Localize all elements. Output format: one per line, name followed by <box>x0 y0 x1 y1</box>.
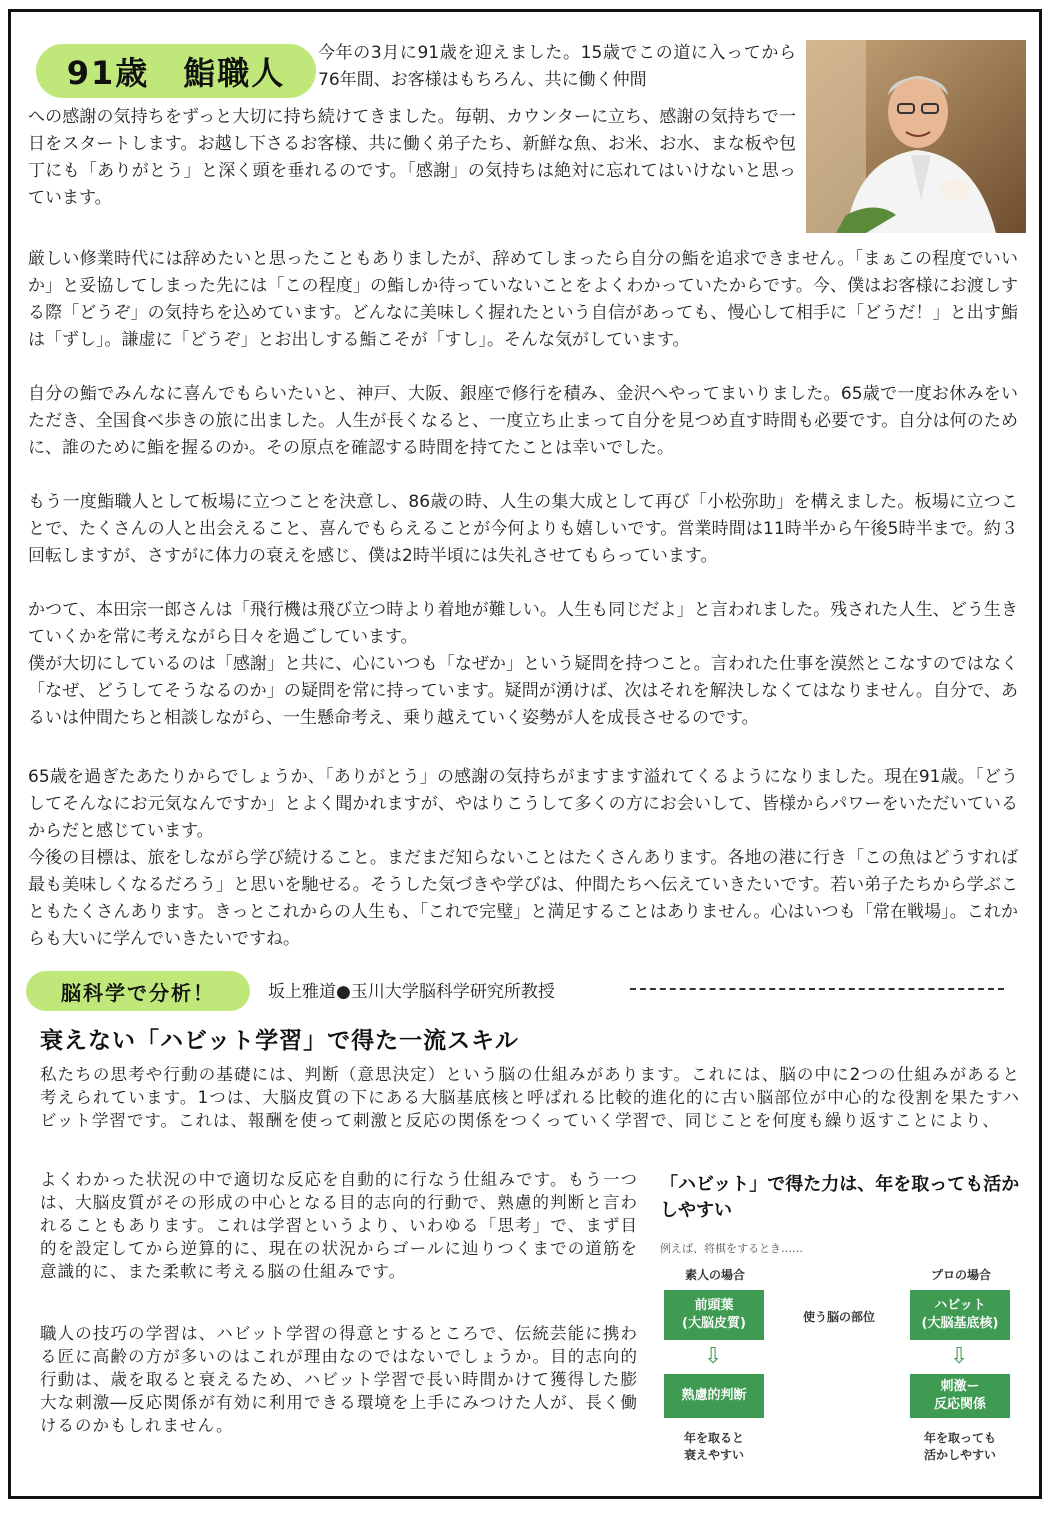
analysis-badge: 脳科学で分析！ <box>26 971 250 1011</box>
amateur-box-frontal-line2: (大脳皮質) <box>682 1316 746 1331</box>
body-paragraph: 厳しい修業時代には辞めたいと思ったこともありましたが、辞めてしまったら自分の鮨を追求できません。「まぁこの程度でいいか」と妥協してしまった先には「この程度」の鮨しか待っていないことをよくわかっていたからです。今、僕はお客様にお渡しする際「どうぞ」の気持ちを込めています。どんなに美味しく握れたという自信があっても、慢心して相手に「どうだ！」と出す鮨は「ずし」。謙虚に「どうぞ」とお出しする鮨こそが「すし」。そんな気がしています。 <box>28 249 1018 350</box>
analysis-paragraph-1: 私たちの思考や行動の基礎には、判断（意思決定）という脳の仕組みがあります。これには、脳の中に2つの仕組みがあると考えられています。1つは、大脳皮質の下にある大脳基底核と呼ばれる比較的進化的に古い脳部位が中心的な役割を果たすハビット学習です。これは、報酬を使って刺激と反応の関係をつくっていく学習で、同じことを何度も繰り返すことにより、 <box>40 1065 1020 1130</box>
pro-box-habit <box>910 1290 1010 1340</box>
chef-photo <box>806 40 1026 233</box>
analysis-paragraph-2: よくわかった状況の中で適切な反応を自動的に行なう仕組みです。もう一つは、大脳皮質がその形成の中心となる目的志向的行動で、熟慮的判断と言われることもあります。これは学習というより、いわゆる「思考」で、まず目的を設定してから逆算的に、現在の状況からゴールに辿りつくまでの道筋を意識的に、また柔軟に考える脳の仕組みです。 <box>40 1170 638 1281</box>
amateur-caption-line2: 衰えやすい <box>683 1448 744 1462</box>
pro-box-stimulus-line2: 反応関係 <box>933 1397 986 1412</box>
pro-caption <box>905 1430 1015 1464</box>
intro-paragraph-1: 今年の3月に91歳を迎えました。15歳でこの道に入ってから76年間、お客様はもちろん、共に働く仲間 <box>318 43 796 90</box>
amateur-box-deliberate <box>664 1374 764 1418</box>
title-badge <box>36 44 316 98</box>
analysis-author: 坂上雅道●玉川大学脳科学研究所教授 <box>268 982 555 1002</box>
pro-label: プロの場合 <box>930 1268 991 1282</box>
intro-paragraph-2: への感謝の気持ちをずっと大切に持ち続けてきました。毎朝、カウンターに立ち、感謝の気持ちで一日をスタートします。お越し下さるお客様、共に働く弟子たち、新鮮な魚、お米、お水、まな板や包丁にも「ありがとう」と深く頭を垂れるのです。「感謝」の気持ちは絶対に忘れてはいけないと思っています。 <box>28 107 796 208</box>
author-divider <box>630 988 1004 990</box>
amateur-box-frontal-line1: 前頭葉 <box>694 1298 734 1313</box>
pro-caption-line1: 年を取っても <box>923 1431 996 1445</box>
down-arrow-icon: ⇩ <box>704 1344 723 1369</box>
amateur-box-deliberate-text: 熟慮的判断 <box>681 1388 747 1403</box>
body-paragraph: 僕が大切にしているのは「感謝」と共に、心にいつも「なぜか」という疑問を持つこと。言われた仕事を漠然とこなすのではなく「なぜ、どうしてそうなるのか」の疑問を常に持っています。疑問が湧けば、次はそれを解決しなくてはなりません。自分で、あるいは仲間たちと相談しながら、一生懸命考え、乗り越えていく姿勢が人を成長させるのです。 <box>28 654 1018 728</box>
pro-caption-line2: 活かしやすい <box>923 1448 996 1462</box>
amateur-label: 素人の場合 <box>684 1268 745 1282</box>
pro-box-habit-line2: (大脳基底核) <box>921 1316 999 1331</box>
pro-box-stimulus <box>910 1374 1010 1418</box>
body-paragraph: かつて、本田宗一郎さんは「飛行機は飛び立つ時より着地が難しい。人生も同じだよ」と言われました。残された人生、どう生きていくかを常に考えながら日々を過ごしています。 <box>28 600 1018 647</box>
body-paragraph: 今後の目標は、旅をしながら学び続けること。まだまだ知らないことはたくさんあります。各地の港に行き「この魚はどうすれば最も美味しくなるだろう」と思いを馳せる。そうした気づきや学びは、仲間たちへ伝えていきたいです。若い弟子たちから学ぶこともたくさんあります。きっとこれからの人生も、「これで完璧」と満足することはありません。心はいつも「常在戦場」。これからも大いに学んでいきたいですね。 <box>28 848 1018 949</box>
page-title: 91歳 鮨職人 <box>66 54 286 92</box>
amateur-caption-line1: 年を取ると <box>683 1431 744 1445</box>
amateur-caption <box>659 1430 769 1464</box>
pro-box-habit-line1: ハビット <box>934 1298 986 1313</box>
analysis-title: 衰えない「ハビット学習」で得た一流スキル <box>40 1028 519 1054</box>
down-arrow-icon: ⇩ <box>950 1344 969 1369</box>
analysis-paragraph-3: 職人の技巧の学習は、ハビット学習の得意とするところで、伝統芸能に携わる匠に高齢の方が多いのはこれが理由なのではないでしょうか。目的志向的行動は、歳を取ると衰えるため、ハビット学習で長い時間かけて獲得した膨大な刺激―反応関係が有効に利用できる環境を上手にみつけた人が、長く働けるのかもしれません。 <box>40 1324 638 1435</box>
figure-title: 「ハビット」で得た力は、年を取っても活かしやすい <box>660 1174 1020 1221</box>
pro-box-stimulus-line1: 刺激ー <box>940 1379 980 1394</box>
body-paragraph: もう一度鮨職人として板場に立つことを決意し、86歳の時、人生の集大成として再び「小松弥助」を構えました。板場に立つことで、たくさんの人と出会えること、喜んでもらえることが今何よりも嬉しいです。営業時間は11時半から午後5時半まで。約３回転しますが、さすがに体力の衰えを感じ、僕は2時半頃には失礼させてもらっています。 <box>28 492 1018 566</box>
middle-label: 使う脳の部位 <box>802 1310 875 1324</box>
body-paragraph: 65歳を過ぎたあたりからでしょうか、「ありがとう」の感謝の気持ちがますます溢れてくるようになりました。現在91歳。「どうしてそんなにお元気なんですか」とよく聞かれますが、やはりこうして多くの方にお会いして、皆様からパワーをいただいているからだと感じています。 <box>28 767 1018 841</box>
figure-example: 例えば、将棋をするとき…… <box>660 1242 803 1255</box>
habit-figure <box>654 1168 1034 1478</box>
amateur-box-frontal <box>664 1290 764 1340</box>
body-paragraph: 自分の鮨でみんなに喜んでもらいたいと、神戸、大阪、銀座で修行を積み、金沢へやってまいりました。65歳で一度お休みをいただき、全国食べ歩きの旅に出ました。人生が長くなると、一度立ち止まって自分を見つめ直す時間も必要です。自分は何のために、誰のために鮨を握るのか。その原点を確認する時間を持てたことは幸いでした。 <box>28 384 1018 458</box>
